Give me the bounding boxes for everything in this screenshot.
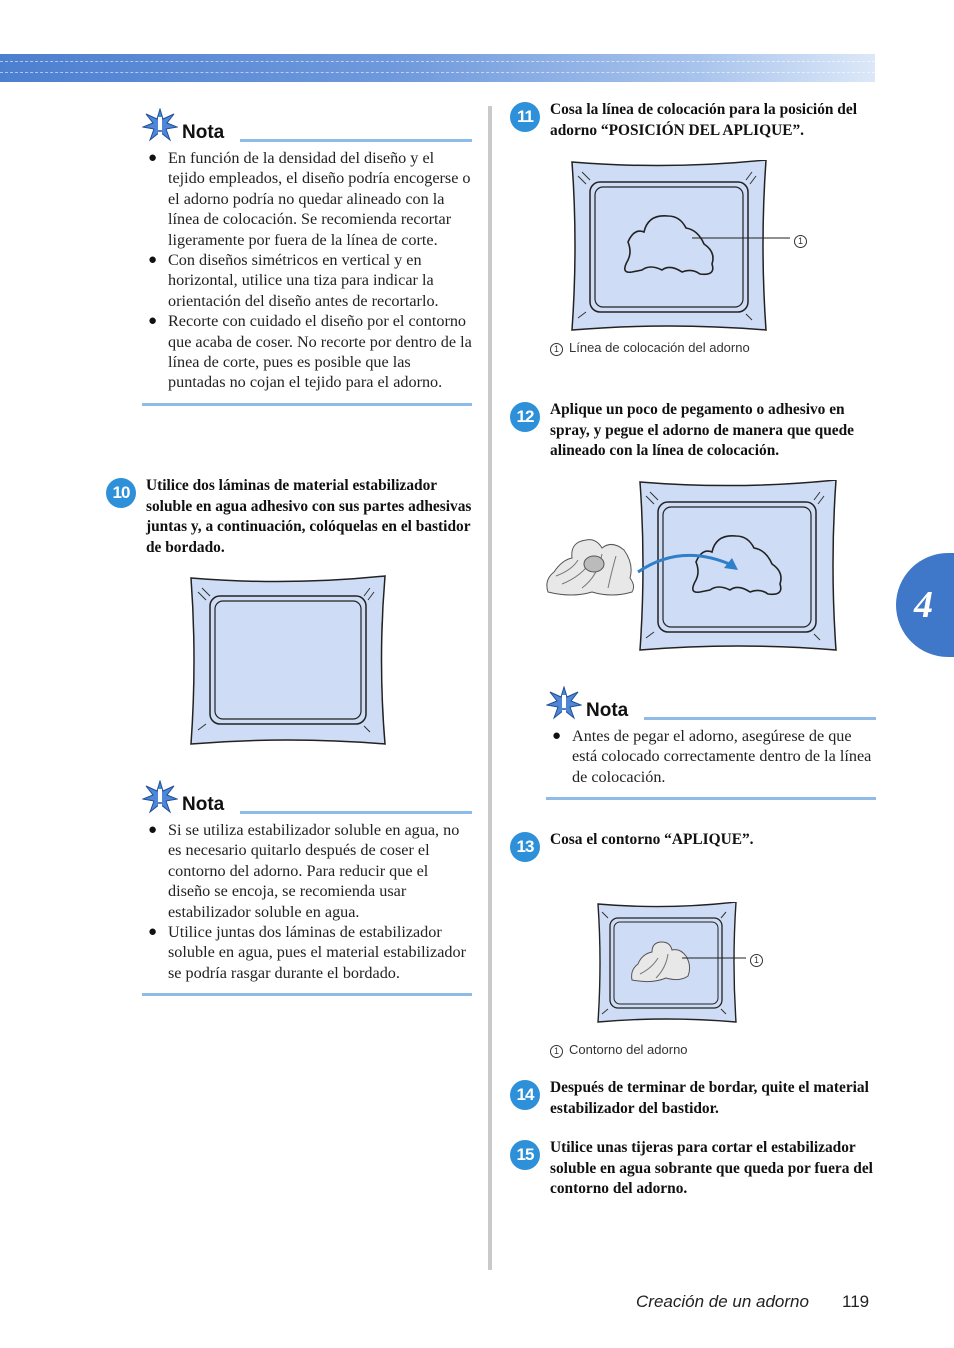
step-text: Aplique un poco de pegamento o adhesivo en spray, y pegue el adorno de manera que quede alineado con la línea de colocación. <box>550 401 854 460</box>
bullet: ● <box>148 252 158 269</box>
note-title: Nota <box>182 122 225 143</box>
note-list <box>546 726 876 787</box>
callout-marker: 1 <box>750 950 769 967</box>
note-rule-top <box>240 811 472 814</box>
note-rule-bottom <box>142 993 472 996</box>
note-box-2 <box>142 780 472 996</box>
bullet: ● <box>552 728 562 744</box>
hoop-figure-empty <box>188 574 388 746</box>
step-text: Utilice unas tijeras para cortar el estabilizador soluble en agua sobrante que queda por fuera del contorno del adorno. <box>550 1139 873 1198</box>
bullet: ● <box>148 150 158 166</box>
step-number-badge: 12 <box>510 402 540 432</box>
header-band-lines <box>0 61 875 73</box>
note-rule-top <box>644 717 876 720</box>
step-number-badge: 14 <box>510 1080 540 1110</box>
step-11 <box>510 102 880 150</box>
step-12 <box>510 402 880 472</box>
note-star-icon <box>142 108 178 142</box>
note-item: ● En función de la densidad del diseño y el tejido empleados, el diseño podría encogerse o el adorno podría no quedar alineado con la línea de colocación. Se recomienda recortar ligeramente por fuera de la línea de corte. <box>148 149 471 249</box>
step-number-badge: 15 <box>510 1140 540 1170</box>
note-header <box>142 108 472 144</box>
note-item: ● Utilice juntas dos láminas de estabilizador soluble en agua, pues el material estabilizador se podría rasgar durante el bordado. <box>148 923 467 982</box>
step-number-badge: 13 <box>510 832 540 862</box>
note-rule-top <box>240 139 472 142</box>
header-band <box>0 54 875 82</box>
flower-patch <box>547 540 634 595</box>
bullet: ● <box>148 822 158 838</box>
column-divider <box>488 106 492 1270</box>
step-10 <box>106 478 476 568</box>
footer-section-title: Creación de un adorno <box>636 1292 809 1311</box>
note-header <box>546 686 876 722</box>
note-item: ● Si se utiliza estabilizador soluble en agua, no es necesario quitarlo después de coser el contorno del adorno. Para reducir que el diseño se encoja, se recomienda usar estabilizador soluble en agua. <box>148 821 460 921</box>
callout-number: 1 <box>550 343 563 356</box>
step-text: Cosa la línea de colocación para la posición del adorno “POSICIÓN DEL APLIQUE”. <box>550 101 857 139</box>
chapter-tab[interactable] <box>896 553 954 657</box>
note-header <box>142 780 472 816</box>
note-box-3 <box>546 686 876 800</box>
callout-number: 1 <box>550 1045 563 1058</box>
step-number-badge: 10 <box>106 478 136 508</box>
note-title: Nota <box>182 794 225 815</box>
bullet: ● <box>148 313 158 330</box>
note-item: ● Antes de pegar el adorno, asegúrese de que está colocado correctamente dentro de la línea de colocación. <box>552 727 872 786</box>
note-rule-bottom <box>546 797 876 800</box>
note-item: ● Con diseños simétricos en vertical y en horizontal, utilice una tiza para indicar la orientación del diseño antes de recortarlo. <box>148 251 439 310</box>
step-text: Después de terminar de bordar, quite el material estabilizador del bastidor. <box>550 1079 869 1117</box>
note-rule-bottom <box>142 403 472 406</box>
figure-caption: 1 Contorno del adorno <box>550 1042 688 1058</box>
step-text: Utilice dos láminas de material estabilizador soluble en agua adhesivo con sus partes adhesivas juntas y, a continuación, colóquelas en el bastidor de bordado. <box>146 477 472 556</box>
figure-caption: 1 Línea de colocación del adorno <box>550 340 750 356</box>
step-number-badge: 11 <box>510 102 540 132</box>
bullet: ● <box>148 924 158 941</box>
step-15 <box>510 1140 880 1210</box>
note-list <box>142 820 472 983</box>
chapter-number: 4 <box>914 584 933 626</box>
note-item: ● Recorte con cuidado el diseño por el contorno que acaba de coser. No recorte por dentro de la línea de corte, pues es posible que las puntadas no cojan el tejido para el adorno. <box>148 312 472 392</box>
footer-page-number: 119 <box>842 1292 870 1311</box>
hoop-figure-placement-line <box>570 160 820 332</box>
step-text: Cosa el contorno “APLIQUE”. <box>550 831 754 848</box>
note-list <box>142 148 472 393</box>
step-13 <box>510 832 880 862</box>
note-title: Nota <box>586 700 629 721</box>
note-box-1 <box>142 108 472 406</box>
callout-marker: 1 <box>794 231 813 248</box>
note-star-icon <box>142 780 178 814</box>
note-star-icon <box>546 686 582 720</box>
hoop-figure-apply-patch <box>542 480 842 652</box>
hoop-figure-outline <box>596 902 776 1024</box>
step-14 <box>510 1080 880 1128</box>
